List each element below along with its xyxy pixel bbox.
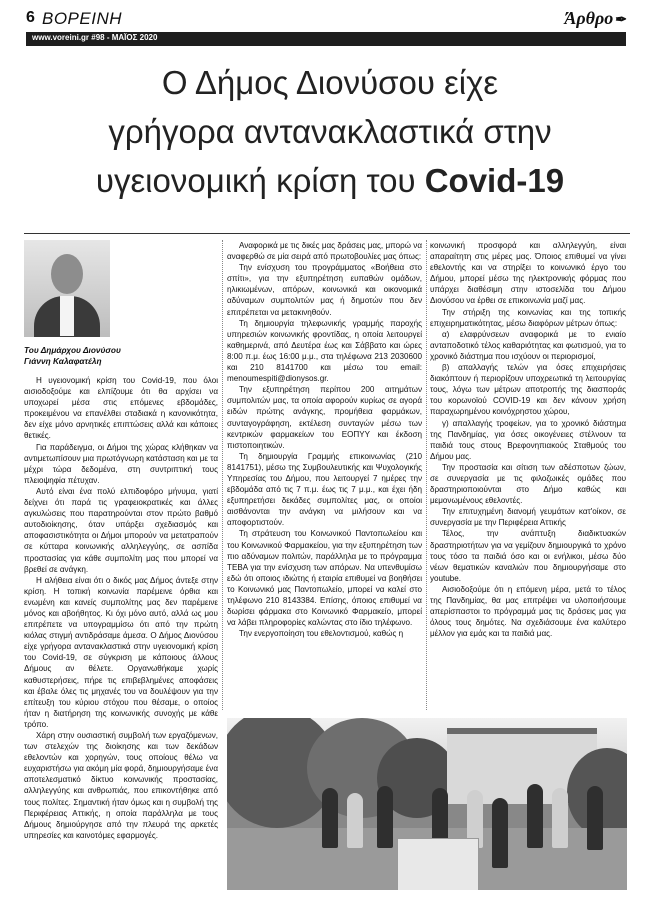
title-line-2: γρήγορα αντανακλαστικά στην (108, 113, 552, 150)
author-caption-line-1: Του Δημάρχου Διονύσου (24, 345, 121, 355)
paragraph: γ) απαλλαγής τροφείων, για το χρονικό διάστημα της Πανδημίας, για όσες οικογένειες στέλνουν τα παιδιά τους στους Βρεφονηπιακούς Σταθμούς του Δήμου μας. (430, 418, 626, 461)
paragraph: κοινωνική προσφορά και αλληλεγγύη, είναι απαραίτητη στις μέρες μας. Όποιος επιθυμεί να γίνει εθελοντής και να στηρίξει το κοινωνικό έργο του Δήμου, μπορεί μέσω της ηλεκτρονικής φόρμας που υπάρχει διαθέσιμη στην ιστοσελίδα του Δήμου Διονύσου να έρθει σε επικοινωνία μαζί μας. (430, 241, 626, 306)
author-caption-line-2: Γιάννη Καλαφατέλη (24, 356, 102, 366)
title-line-3-plain: υγειονομική κρίση του (95, 162, 425, 199)
section-name: ΒΟΡΕΙΝΗ (42, 9, 123, 28)
paragraph: β) απαλλαγής τελών για όσες επιχειρήσεις διακόπτουν ή περιορίζουν υποχρεωτικά τη λειτουργίας τους, λόγω των μέτρων αποτροπής της διασποράς του κορωνοϊού COVID-19 και δεν κάνουν χρήση παραχωρημένου κοινόχρηστου χώρου, (430, 363, 626, 417)
column-3 (430, 240, 626, 639)
paragraph: Τη στράτευση του Κοινωνικού Παντοπωλείου και του Κοινωνικού Φαρμακείου, για την εξυπηρέτηση των πιο αδύναμων πολιτών, παράλληλα με το πρόγραμμα ΤΕΒΑ για την ενίσχυση των απόρων. Να υπενθυμίσω εδώ ότι οποιος ιδιώτης ή εταιρία επιθυμεί να βοηθήσει το Κοινωνικό μας Παντοπωλείο, μπορεί να καλεί στο τηλέφωνο 210 8143384. Επίσης, όποιος επιθυμεί να δωρίσει φάρμακα στο Κοινωνικό Φαρμακείο, μπορεί να λάβει πληροφορίες καλώντας στο ίδιο τηλέφωνο. (227, 529, 422, 628)
column-2 (227, 240, 422, 639)
author-caption (24, 345, 218, 367)
title-line-3 (60, 156, 600, 205)
paragraph: Αναφορικά με τις δικές μας δράσεις μας, μπορώ να αναφερθώ σε μία σειρά από πρωτοβουλίες μας όπως: (227, 241, 422, 262)
page-number: 6 (26, 9, 35, 26)
pen-icon: ✒ (615, 13, 627, 28)
logo-text: Άρθρο (564, 8, 614, 28)
paragraph: Η υγειονομική κρίση του Covid-19, που όλοι αισιοδοξούμε και ελπίζουμε ότι θα αρχίσει να υποχωρεί μέσα στις επόμενες εβδομάδες, προκειμένου να επανέλθει σταδιακά η κανονικότητα, δεν είχε μόνο αρνητικές επιπτώσεις αλλά και κάποιες θετικές. (24, 376, 218, 441)
paragraph: Τέλος, την ανάπτυξη διαδικτυακών δραστηριοτήτων για να γεμίζουν δημιουργικά το χρόνο τους τόσο τα παιδιά όσο και οι ενήλικοι, μέσω δύο νέων θεματικών καναλιών που δημιουργήσαμε στο youtube. (430, 529, 626, 583)
paragraph: Τη δημιουργία τηλεφωνικής γραμμής παροχής υπηρεσιών κοινωνικής φροντίδας, η οποία λειτουργεί καθημερινά, από Δευτέρα έως και Σάββατο και ώρες 8:00 π.μ. έως 16:00 μ.μ., στα τηλέφωνα 213 2030600 και 210 8141700 και μέσω του email: menoumespiti@dionysos.gr. (227, 318, 422, 384)
paragraph: Τη δημιουργία Γραμμής επικοινωνίας (210 8141751), μέσω της Συμβουλευτικής και Ψυχολογικής Υπηρεσίας του Δήμου, που λειτουργεί 7 ημέρες την εβδομάδα από τις 7 π.μ. έως τις 7 μ.μ., και έχει ήδη εξυπηρετήσει δεκάδες συμπολίτες μας, οι οποίοι αισθάνονται την ανάγκη να μιλήσουν και να αποφορτιστούν. (227, 451, 422, 528)
header-bar (26, 32, 626, 46)
paragraph: Την ενεργοποίηση του εθελοντισμού, καθώς η (239, 629, 404, 639)
column-separator-1 (222, 240, 223, 710)
column-separator-2 (426, 240, 427, 710)
author-photo (24, 240, 110, 337)
paragraph: Την επιτυχημένη διανομή γευμάτων κατ'οίκον, σε συνεργασία με την Περιφέρεια Αττικής (430, 507, 626, 528)
paragraph: Την στήριξη της κοινωνίας και της τοπικής επιχειρηματικότητας, μέσω διαφόρων μέτρων όπως: (430, 307, 626, 328)
page-header (0, 0, 655, 56)
article-photo (227, 718, 627, 890)
title-rule (24, 233, 630, 234)
paragraph: Χάρη στην ουσιαστική συμβολή των εργαζόμενων, των στελεχών της διοίκησης και των δεκάδων εθελοντών και χορηγών, τους οποίους θέλω να ευχαριστήσω για ακόμη μία φορά, δημιουργήσαμε ένα αποτελεσματικό δίκτυο κοινωνικής προστασίας, αλληλεγγύης και ανθρωπιάς, που επικοντήθηκε από τους πολίτες. Σημαντική ήταν όμως και η συμβολή της Περιφέρειας Αττικής, η οποία παράλληλα με τους Δήμους δημιούργησε από την πλευρά της αρκετές υπηρεσίες και καινοτόμες εφαρμογές. (24, 731, 218, 840)
article-logo (564, 8, 627, 29)
paragraph: Για παράδειγμα, οι Δήμοι της χώρας κλήθηκαν να αντιμετωπίσουν μια πρωτόγνωρη κατάσταση και με τα μέχρι τώρα δεδομένα, στη συντριπτική τους πλειοψηφία πέτυχαν. (24, 442, 218, 485)
paragraph: Αισιοδοξούμε ότι η επόμενη μέρα, μετά το τέλος της Πανδημίας, θα μας επιτρέψει να υλοποιήσουμε απερίσπαστοι το πρόγραμμά μας τις δράσεις μας για όλους τους δημότες. Να σχεδιάσουμε ένα καλύτερο μέλλον για εμάς και τα παιδιά μας. (430, 584, 626, 639)
title-line-3-bold: Covid-19 (424, 162, 565, 199)
paragraph: Αυτό είναι ένα πολύ ελπιδοφόρο μήνυμα, γιατί δείχνει ότι παρά τις γραφειοκρατικές και άλλες αγκυλώσεις που παρατηρούνται στον πρώτο βαθμό αυτοδιοίκησης, όταν υπάρξει σχεδιασμός και αποφασιστικότητα οι Δήμοι μπορούν να μετατραπούν σε κύτταρα κοινωνικής αλληλεγγύης, σε ασπίδα προστασίας για κάθε συμπολίτη μας που μπορεί να βρεθεί σε ανάγκη. (24, 486, 218, 574)
title-line-1: Ο Δήμος Διονύσου είχε (161, 64, 499, 101)
paragraph: Την προστασία και σίτιση των αδέσποτων ζώων, σε συνεργασία με τις φιλοζωικές ομάδες που δραστηριοποιούνται στο Δήμο καθώς και μεμονωμένους εθελοντές. (430, 462, 626, 506)
paragraph: Την εξυπηρέτηση περίπου 200 αιτημάτων συμπολιτών μας, τα οποία αφορούν κυρίως σε αγορά ειδών πρώτης ανάγκης, προμήθεια φαρμάκων, συνταγογράφηση, εκτέλεση συνταγών μέσω των κεντρικών φαρμακείων του ΕΟΠΥΥ και έκδοση πιστοποιητικών. (227, 385, 422, 450)
paragraph: Την ενίσχυση του προγράμματος «Βοήθεια στο σπίτι», για την εξυπηρέτηση ευπαθών ομάδων, ηλικιωμένων, απόρων, κοινωνικά και οικονομικά αδύναμων συμπολιτών μας ή δημοτών που δεν επιτρέπεται να μετακινηθούν. (227, 263, 422, 317)
article-title (60, 58, 600, 205)
header-bar-text: www.voreini.gr #98 - ΜΑΪΟΣ 2020 (32, 33, 158, 42)
paragraph: Η αλήθεια είναι ότι ο δικός μας Δήμος άντεξε στην κρίση. Η τοπική κοινωνία παρέμεινε όρθια και ενωμένη και κανείς συμπολίτης μας δεν παρέμεινε μόνος και αβοήθητος. Κι όχι μόνο αυτό, αλλά ως μου επιτρέπετε να υπογραμμίσω ότι από την πρώτη κιόλας στιγμή αντιδράσαμε άμεσα. Ο Δήμος Διονύσου είχε γρήγορα αντανακλαστικά στην υγειονομική κρίση του Covid-19, σε σύγκριση με κάποιους άλλους Δήμους αν θέλετε. Οργανωθήκαμε χωρίς καθυστερήσεις, πήρε τις επιβεβλημένες αποφάσεις και έβαλε όλες τις μηχανές του να δουλέψουν για την επίτευξη του κύριου στόχου που θέσαμε, ο οποίος ήταν η διατήρηση της κοινωνικής συνοχής με κάθε τρόπο. (24, 575, 218, 729)
column-1 (24, 240, 218, 841)
paragraph: α) ελαφρύνσεων αναφορικά με το ενιαίο ανταποδοτικό τέλος καθαριότητας και φωτισμού, για το χρονικό διάστημα που ισχύουν οι περιορισμοί, (430, 329, 626, 361)
